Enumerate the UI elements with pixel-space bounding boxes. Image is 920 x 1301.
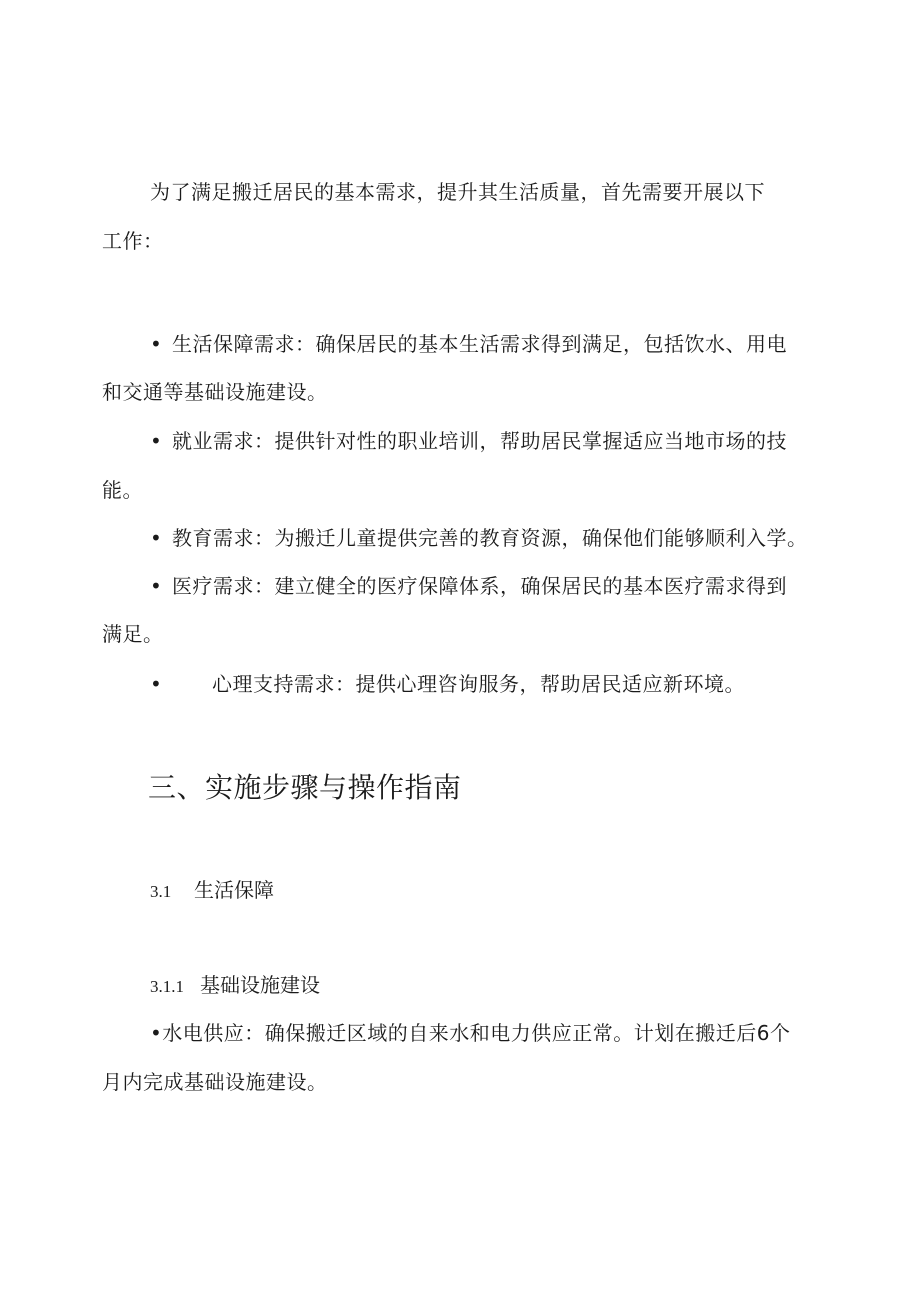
subsection-title: 生活保障 (194, 878, 274, 902)
bullet-item-living-needs (150, 330, 787, 358)
bullet-text: 教育需求：为搬迁儿童提供完善的教育资源，确保他们能够顺利入学。 (172, 526, 808, 550)
subsection-title: 基础设施建设 (200, 973, 320, 997)
section-heading: 三、实施步骤与操作指南 (148, 771, 462, 804)
subsection-heading-3-1 (150, 876, 274, 906)
bullet-item-medical-needs (150, 572, 787, 600)
bullet-item-living-needs-cont: 和交通等基础设施建设。 (102, 380, 328, 404)
subsection-number: 3.1.1 (150, 977, 184, 996)
bullet-marker: • (150, 429, 163, 453)
subsection-heading-3-1-1 (150, 971, 320, 1001)
bullet-item-employment-needs-cont: 能。 (102, 478, 143, 502)
bullet-item-medical-needs-cont: 满足。 (102, 622, 164, 646)
bullet-item-employment-needs (150, 427, 787, 455)
intro-line-1: 为了满足搬迁居民的基本需求，提升其生活质量，首先需要开展以下 (150, 180, 765, 204)
bullet-marker: • (150, 672, 163, 696)
bullet-text: 医疗需求：建立健全的医疗保障体系，确保居民的基本医疗需求得到 (172, 574, 787, 598)
bullet-marker: • (150, 1021, 163, 1045)
bullet-text: 就业需求：提供针对性的职业培训，帮助居民掌握适应当地市场的技 (172, 429, 787, 453)
bullet-item-water-electricity-cont: 月内完成基础设施建设。 (102, 1070, 328, 1094)
bullet-text: 水电供应：确保搬迁区域的自来水和电力供应正常。计划在搬迁后6个 (162, 1021, 791, 1045)
bullet-text: 心理支持需求：提供心理咨询服务，帮助居民适应新环境。 (212, 672, 745, 696)
intro-line-2: 工作： (102, 229, 164, 253)
bullet-item-water-electricity (150, 1019, 791, 1047)
bullet-item-psychological-needs (150, 670, 745, 698)
bullet-marker: • (150, 332, 163, 356)
bullet-marker: • (150, 526, 163, 550)
subsection-number: 3.1 (150, 882, 172, 901)
bullet-text: 生活保障需求：确保居民的基本生活需求得到满足，包括饮水、用电 (172, 332, 787, 356)
bullet-marker: • (150, 574, 163, 598)
bullet-item-education-needs (150, 524, 808, 552)
